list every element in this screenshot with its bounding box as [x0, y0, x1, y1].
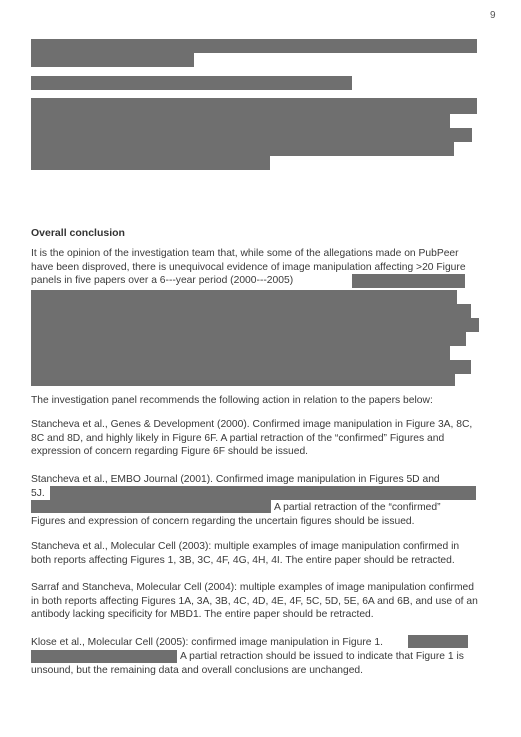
redaction-block [31, 332, 466, 346]
redaction-block [31, 304, 471, 318]
redaction-block [31, 128, 472, 142]
conclusion-intro: It is the opinion of the investigation team that, while some of the allegations made on PubPeer have been disproved, there is unequivocal evidence of image manipulation affecting >20 Figure panels in five papers over a 6---year period (2000---2005) [31, 248, 466, 287]
redaction-block [31, 142, 454, 156]
redaction-block [31, 500, 271, 513]
redaction-block [31, 290, 457, 304]
paper-item-line: Figures and expression of concern regarding the uncertain figures should be issued. [31, 516, 415, 527]
recommendation-text: The investigation panel recommends the following action in relation to the papers below: [31, 395, 433, 406]
paper-item-line: 5J. [31, 488, 45, 499]
redaction-block [31, 346, 450, 360]
paper-item-line: A partial retraction of the “confirmed” [274, 502, 441, 513]
redaction-block [31, 98, 477, 114]
redaction-block [31, 156, 270, 170]
redaction-block [31, 374, 455, 386]
paper-item: Sarraf and Stancheva, Molecular Cell (2004): multiple examples of image manipulation confirmed in both reports affecting Figures 1A, 3A, 3B, 4C, 4D, 4E, 4F, 5C, 5D, 5E, 6A and 6B, and use of an antibody lacking specificity for MBD1. The entire paper should be retracted. [31, 582, 478, 621]
redaction-block [31, 114, 450, 128]
redaction-block [31, 650, 177, 663]
redaction-block [50, 486, 476, 500]
section-heading: Overall conclusion [31, 227, 125, 239]
redaction-block [31, 76, 352, 90]
paper-item-line: A partial retraction should be issued to indicate that Figure 1 is [180, 651, 464, 662]
paper-item: Stancheva et al., Molecular Cell (2003): multiple examples of image manipulation confirmed in both reports affecting Figures 1, 3B, 3C, 4F, 4G, 4H, 4I. The entire paper should be retracted. [31, 541, 460, 566]
paper-item-line: Klose et al., Molecular Cell (2005): confirmed image manipulation in Figure 1. [31, 637, 383, 648]
redaction-block [352, 274, 465, 288]
redaction-block [408, 635, 468, 648]
page-number: 9 [490, 10, 496, 21]
redaction-block [31, 53, 194, 67]
paper-item-line: unsound, but the remaining data and overall conclusions are unchanged. [31, 665, 364, 676]
redaction-block [31, 318, 479, 332]
redaction-block [31, 39, 477, 53]
paper-item: Stancheva et al., Genes & Development (2000). Confirmed image manipulation in Figure 3A, 8C, 8C and 8D, and highly likely in Figure 6F. A partial retraction of the “confirmed” Figures and expression of concern regarding Figure 6F should be issued. [31, 419, 473, 458]
redaction-block [31, 360, 471, 374]
recommendation-paragraph [31, 394, 478, 408]
paper-item: Stancheva et al., EMBO Journal (2001). Confirmed image manipulation in Figures 5D and [31, 474, 440, 485]
